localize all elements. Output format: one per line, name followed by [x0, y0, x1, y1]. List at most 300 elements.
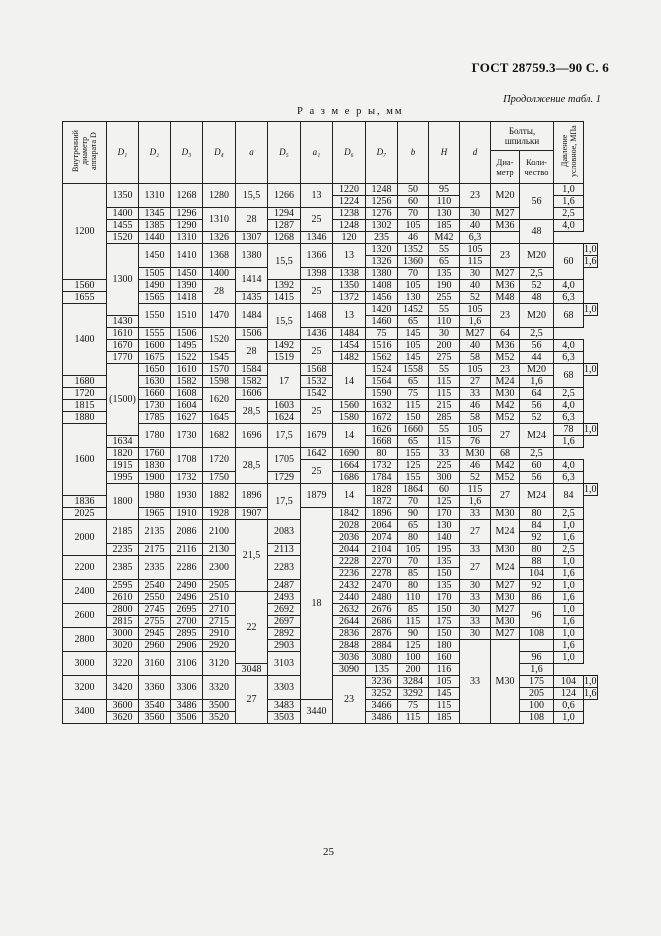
table-cell: 3292	[398, 688, 429, 700]
table-cell: 1510	[171, 304, 203, 328]
header-b: b	[398, 122, 429, 184]
table-cell: 80	[398, 532, 429, 544]
table-row	[63, 244, 598, 256]
table-cell: 60	[398, 196, 429, 208]
table-cell: 110	[398, 592, 429, 604]
table-cell: 1708	[171, 448, 203, 472]
table-cell: 1520	[107, 232, 139, 244]
table-cell: 1610	[171, 364, 203, 376]
table-cell: 1995	[107, 472, 139, 484]
table-cell: 1980	[139, 484, 171, 508]
table-cell: M42	[491, 460, 520, 472]
table-cell: 104	[554, 676, 584, 688]
table-cell: 60	[520, 460, 554, 472]
table-cell: 65	[429, 256, 460, 268]
table-cell: 1864	[398, 484, 429, 496]
table-cell: 1520	[203, 328, 236, 352]
table-cell: 1,0	[554, 580, 584, 592]
table-cell: 3036	[333, 652, 366, 664]
table-cell: 2185	[107, 520, 139, 544]
table-cell: 1,6	[554, 640, 584, 652]
table-cell: 1910	[171, 508, 203, 520]
table-cell: 1550	[139, 304, 171, 328]
table-cell: 135	[366, 664, 398, 676]
table-cell: 1650	[139, 364, 171, 376]
table-cell: M30	[491, 592, 520, 604]
table-cell: 4,0	[554, 460, 584, 472]
table-row	[63, 268, 598, 280]
table-cell: 76	[460, 436, 491, 448]
table-cell: 50	[398, 184, 429, 196]
table-body	[63, 184, 598, 724]
table-cell: 190	[429, 280, 460, 292]
table-cell: 33	[460, 592, 491, 604]
table-cell: 1350	[107, 184, 139, 208]
table-cell: 3520	[203, 712, 236, 724]
table-cell: 33	[429, 448, 460, 460]
table-cell: 4,0	[554, 280, 584, 292]
table-cell: 40	[460, 340, 491, 352]
table-cell: M30	[491, 508, 520, 520]
table-cell: 1435	[236, 292, 268, 304]
table-cell: 3306	[171, 676, 203, 700]
table-cell: 105	[398, 340, 429, 352]
table-cell: 105	[460, 304, 491, 316]
table-cell: 1,6	[520, 376, 554, 388]
table-cell: 23	[460, 184, 491, 208]
table-cell: 150	[429, 568, 460, 580]
table-cell: 92	[520, 532, 554, 544]
table-cell: 1,6	[554, 568, 584, 580]
table-cell: 78	[554, 424, 584, 436]
table-cell: 115	[398, 400, 429, 412]
table-cell: 1582	[171, 376, 203, 388]
table-cell: 2100	[203, 520, 236, 544]
table-cell: 135	[429, 556, 460, 568]
table-cell: 1,6	[554, 196, 584, 208]
document-title: ГОСТ 28759.3—90 С. 6	[471, 60, 609, 75]
table-cell: 1,0	[554, 712, 584, 724]
table-cell: 1915	[107, 460, 139, 472]
table-cell: 1675	[139, 352, 171, 364]
table-cell: 18	[301, 508, 333, 700]
table-cell: 1506	[171, 328, 203, 340]
table-cell: 1655	[63, 292, 107, 304]
table-cell: 1603	[268, 400, 301, 412]
dimensions-table	[62, 121, 598, 724]
table-cell: 1608	[171, 388, 203, 400]
table-cell: 1248	[333, 220, 366, 232]
table-cell: 80	[398, 580, 429, 592]
table-cell: 4,0	[554, 340, 584, 352]
table-cell: 275	[429, 352, 460, 364]
table-cell: 27	[491, 484, 520, 508]
table-cell: 13	[333, 304, 366, 328]
header-a: a	[236, 122, 268, 184]
table-cell: 90	[398, 628, 429, 640]
table-cell: 1930	[171, 484, 203, 508]
table-cell: 17	[268, 364, 301, 400]
table-cell: 200	[398, 664, 429, 676]
table-cell: 2906	[171, 640, 203, 652]
table-cell: 68	[554, 364, 584, 388]
table-cell: 85	[398, 568, 429, 580]
table-cell: 4,0	[554, 400, 584, 412]
table-cell: 2895	[171, 628, 203, 640]
table-cell: 1492	[268, 340, 301, 352]
table-cell: 1555	[139, 328, 171, 340]
table-cell: 1338	[333, 268, 366, 280]
table-cell: 15,5	[268, 304, 301, 340]
table-row	[63, 304, 598, 316]
table-cell: 1415	[268, 292, 301, 304]
table-cell: 1,6	[460, 496, 491, 508]
table-cell: 2505	[203, 580, 236, 592]
table-cell: 1268	[171, 184, 203, 208]
table-cell: 80	[520, 508, 554, 520]
table-cell: 1562	[366, 352, 398, 364]
table-cell: M48	[491, 292, 520, 304]
table-cell: 1532	[301, 376, 333, 388]
table-cell: 1705	[268, 448, 301, 472]
table-cell: 55	[429, 304, 460, 316]
table-cell: 110	[429, 196, 460, 208]
table-cell: 1,0	[584, 244, 597, 255]
table-cell: 1568	[301, 364, 333, 376]
table-cell: 1220	[333, 184, 366, 196]
table-cell: 1830	[139, 460, 171, 472]
table-cell: 1,0	[584, 424, 597, 435]
table-cell: 125	[429, 496, 460, 508]
table-cell: 115	[460, 484, 491, 496]
table-cell: 2876	[366, 628, 398, 640]
table-row	[63, 328, 598, 340]
table-cell: 48	[520, 292, 554, 304]
table-cell: 1584	[236, 364, 268, 376]
table-cell: M27	[491, 268, 520, 280]
table-cell: 2270	[366, 556, 398, 568]
table-cell: 155	[398, 472, 429, 484]
header-pressure: Давление условное, МПа	[554, 122, 584, 184]
table-cell: 55	[429, 244, 460, 256]
table-row	[63, 460, 598, 472]
table-cell: 27	[460, 376, 491, 388]
table-cell: 105	[398, 220, 429, 232]
table-cell: 65	[398, 520, 429, 532]
table-cell: 1,0	[554, 604, 584, 616]
table-cell: 1380	[236, 244, 268, 268]
table-cell: 3540	[139, 700, 171, 712]
table-row	[63, 400, 598, 412]
table-cell: 1302	[366, 220, 398, 232]
table-cell: 1634	[107, 436, 139, 448]
table-cell: 1627	[171, 412, 203, 424]
table-cell: 55	[429, 364, 460, 376]
header-h: H	[429, 122, 460, 184]
table-cell: 56	[520, 340, 554, 352]
table-cell: 6,3	[460, 232, 491, 244]
table-cell: M24	[520, 424, 554, 448]
table-cell: 1620	[203, 388, 236, 412]
table-cell: 1642	[301, 448, 333, 460]
table-cell: 1907	[236, 508, 268, 520]
table-cell: 105	[429, 676, 460, 688]
table-cell: 3000	[63, 652, 107, 676]
table-cell: 3440	[301, 700, 333, 724]
table-cell: 110	[429, 316, 460, 328]
table-cell: 1598	[203, 376, 236, 388]
table-cell: 2,5	[554, 208, 584, 220]
table-cell: 2278	[366, 568, 398, 580]
table-cell: 105	[398, 280, 429, 292]
table-cell: 25	[301, 280, 333, 304]
table-cell: 1506	[236, 328, 268, 340]
table-cell: 2470	[366, 580, 398, 592]
table-cell: 1398	[301, 268, 333, 280]
table-cell: 195	[429, 544, 460, 556]
table-row	[63, 448, 598, 460]
table-cell: 1815	[63, 400, 107, 412]
table-cell: 0,6	[554, 700, 584, 712]
table-cell: 13	[333, 244, 366, 268]
table-cell: 125	[398, 640, 429, 652]
table-cell: 2175	[139, 544, 171, 556]
table-cell: 1785	[139, 412, 171, 424]
table-cell: 1682	[203, 424, 236, 448]
table-cell: 3600	[107, 700, 139, 712]
table-cell: 205	[520, 688, 554, 700]
table-cell: 2595	[107, 580, 139, 592]
table-cell: 2086	[171, 520, 203, 544]
header-d5: D₅	[268, 122, 301, 184]
table-cell: M52	[491, 352, 520, 364]
table-cell: 52	[460, 472, 491, 484]
table-cell: 1390	[171, 280, 203, 292]
table-cell: 1600	[63, 424, 107, 496]
table-cell: 300	[429, 472, 460, 484]
table-cell: 1346	[301, 232, 333, 244]
table-cell: 215	[429, 400, 460, 412]
table-cell: 2036	[333, 532, 366, 544]
table-cell: 1,0	[584, 484, 597, 495]
table-cell: 23	[491, 364, 520, 376]
table-cell: 2697	[268, 616, 301, 628]
table-cell: 1558	[398, 364, 429, 376]
table-cell: 1882	[203, 484, 236, 508]
table-cell: 2755	[139, 616, 171, 628]
table-row	[63, 376, 598, 388]
table-cell: 84	[520, 520, 554, 532]
table-cell: 170	[429, 508, 460, 520]
table-cell: 2600	[63, 604, 107, 628]
table-cell: 2,5	[554, 544, 584, 556]
table-cell: 2676	[366, 604, 398, 616]
table-cell: 27	[236, 676, 268, 724]
table-cell: 1560	[333, 400, 366, 412]
table-cell: 2550	[139, 592, 171, 604]
table-cell: 1720	[63, 388, 107, 400]
table-cell: 30	[460, 628, 491, 640]
table-cell: 70	[398, 208, 429, 220]
table-cell: 65	[398, 316, 429, 328]
table-cell: 23	[491, 304, 520, 328]
table-row	[63, 340, 598, 352]
table-cell: 1224	[333, 196, 366, 208]
table-cell: 1484	[236, 304, 268, 328]
table-cell: 1,0	[584, 364, 597, 375]
header-d7: D₇	[366, 122, 398, 184]
table-cell: 1560	[63, 280, 107, 292]
table-cell: 1784	[366, 472, 398, 484]
table-row	[63, 388, 598, 400]
table-cell: 105	[398, 544, 429, 556]
table-cell: M27	[491, 580, 520, 592]
table-cell: 75	[398, 700, 429, 712]
table-cell: 85	[398, 604, 429, 616]
table-cell: 3080	[366, 652, 398, 664]
table-cell: 130	[429, 208, 460, 220]
table-cell: 108	[520, 712, 554, 724]
table-cell: 3220	[107, 652, 139, 676]
table-cell: 1380	[366, 268, 398, 280]
table-cell: 1400	[107, 208, 139, 220]
table-cell: 2083	[268, 520, 301, 544]
table-cell: 95	[429, 184, 460, 196]
table-cell: M24	[491, 376, 520, 388]
table-cell: 1352	[398, 244, 429, 256]
table-cell: 96	[520, 652, 554, 664]
table-cell: 90	[398, 508, 429, 520]
table-cell: 225	[429, 460, 460, 472]
table-cell: 1310	[139, 184, 171, 208]
table-cell: 1680	[63, 376, 107, 388]
table-cell: 40	[460, 220, 491, 232]
table-cell: 1360	[398, 256, 429, 268]
table-cell: 25	[301, 460, 333, 484]
table-cell: 1732	[366, 460, 398, 472]
table-cell: 33	[460, 388, 491, 400]
table-cell: 2400	[63, 580, 107, 604]
table-cell: 2074	[366, 532, 398, 544]
table-cell: 1280	[203, 184, 236, 208]
table-cell: 6,3	[554, 472, 584, 484]
table-cell: 3048	[236, 664, 268, 676]
table-cell: 2286	[171, 556, 203, 580]
header-inner-diameter: Внутренний диаметр аппарата D	[63, 122, 107, 184]
table-cell: 3400	[63, 700, 107, 724]
table-cell: 3020	[107, 640, 139, 652]
table-cell: 2000	[63, 520, 107, 556]
table-cell: 1,0	[554, 628, 584, 640]
table-cell: 1310	[203, 208, 236, 232]
table-cell: 1450	[171, 268, 203, 280]
table-cell: 1780	[139, 424, 171, 448]
table-cell: M24	[491, 520, 520, 544]
table-cell: 1400	[63, 304, 107, 376]
table-cell: 84	[554, 484, 584, 508]
table-cell: 125	[398, 460, 429, 472]
table-cell: 27	[460, 556, 491, 580]
table-cell: (1500)	[107, 364, 139, 436]
table-cell: M27	[491, 628, 520, 640]
table-cell: 1276	[366, 208, 398, 220]
table-cell: 33	[460, 508, 491, 520]
table-cell: 1455	[107, 220, 139, 232]
table-cell: M30	[491, 388, 520, 400]
table-cell: 1470	[203, 304, 236, 328]
table-cell: 2540	[139, 580, 171, 592]
table-cell: 3500	[203, 700, 236, 712]
table-cell: 27	[460, 520, 491, 544]
table-cell: 1200	[63, 184, 107, 280]
table-cell: 1248	[366, 184, 398, 196]
table-cell: 1590	[366, 388, 398, 400]
table-cell: M42	[491, 400, 520, 412]
table-cell: 1729	[268, 472, 301, 484]
table-cell: 1290	[171, 220, 203, 232]
table-cell: 2715	[203, 616, 236, 628]
table-cell: 1268	[268, 232, 301, 244]
table-cell: 1,6	[584, 256, 597, 267]
table-cell: M20	[520, 244, 554, 268]
table-cell: 75	[366, 328, 398, 340]
table-cell: 17,5	[268, 424, 301, 448]
table-cell: 2800	[107, 604, 139, 616]
table-cell: 28,5	[236, 400, 268, 424]
table-cell: 13	[301, 184, 333, 208]
table-cell: 58	[460, 352, 491, 364]
table-cell: 92	[520, 580, 554, 592]
table-cell: 1460	[366, 316, 398, 328]
table-row	[63, 424, 598, 436]
table-cell: 1,0	[554, 556, 584, 568]
table-cell: 25	[301, 400, 333, 424]
table-cell: 1519	[268, 352, 301, 364]
table-cell: 1,6	[554, 532, 584, 544]
table-cell: 235	[366, 232, 398, 244]
table-cell: M30	[491, 640, 520, 724]
table-cell: 1482	[333, 352, 366, 364]
table-cell: 86	[520, 592, 554, 604]
table-cell: 2920	[203, 640, 236, 652]
table-cell: 130	[398, 292, 429, 304]
table-cell: 3303	[268, 676, 301, 700]
table-cell: 175	[429, 616, 460, 628]
header-bolt-count: Коли-чество	[520, 150, 554, 183]
table-cell: 115	[398, 616, 429, 628]
table-cell: 1820	[107, 448, 139, 460]
table-cell: 1,0	[554, 652, 584, 664]
table-cell: 155	[398, 448, 429, 460]
table-cell: 1238	[333, 208, 366, 220]
table-cell: 150	[429, 628, 460, 640]
table-cell: 2130	[203, 544, 236, 556]
table-cell: 175	[520, 676, 554, 688]
table-row	[63, 364, 598, 376]
table-cell: 145	[398, 328, 429, 340]
table-cell: 135	[429, 268, 460, 280]
table-cell: 1965	[139, 508, 171, 520]
table-cell: 14	[333, 484, 366, 508]
table-cell: M24	[491, 556, 520, 580]
table-cell: 14	[333, 424, 366, 448]
table-cell: 1645	[203, 412, 236, 424]
table-cell: 25	[301, 208, 333, 232]
table-cell: M20	[520, 304, 554, 328]
table-cell: 1266	[268, 184, 301, 208]
table-cell: 44	[520, 352, 554, 364]
table-cell: 1606	[236, 388, 268, 400]
